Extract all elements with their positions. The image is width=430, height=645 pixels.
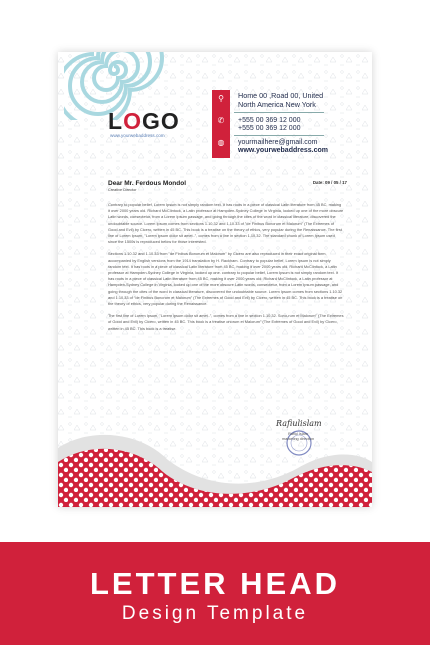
location-icon: ⚲ [218, 94, 224, 103]
banner-title: LETTER HEAD [90, 566, 340, 601]
logo-tagline: www.yourwebaddress.com [110, 133, 165, 138]
letter-body [108, 202, 344, 338]
phone-numbers [238, 117, 300, 133]
email-address: yourmailhere@gmail.com [238, 139, 318, 146]
divider [234, 135, 324, 136]
phone-2: +555 00 369 12 000 [238, 125, 301, 132]
letterhead-page [58, 52, 372, 507]
logo: LOGO [108, 108, 180, 134]
signatory-title: marketing direction [282, 437, 315, 441]
globe-icon: ◍ [217, 138, 225, 147]
recipient-name: Dear Mr. Ferdous Mondol [108, 180, 187, 187]
signature: Rafiulislam [276, 419, 322, 428]
paragraph: The first line of Lorem Ipsum, "Lorem ipsum dolor sit amet..", comes from a line in section 1.10.32. Sono-rum et Malorum" (The Extremes of Good and Evil) by Cicero, written in 45 BC. This book is a treatise onorum et Malorum" (The Extremes of Good and Evil) by Cicero, written in 45 BC. This book is a treatise. [108, 313, 344, 331]
website-address: www.yourwebaddress.com [238, 147, 328, 154]
letter-date: Date: 09 / 05 / 17 [312, 180, 347, 185]
web-contact [238, 139, 328, 155]
bottom-wave-decoration [58, 432, 372, 507]
paragraph: Contrary to popular belief, Lorem Ipsum is not simply random text. It has roots in a piece of classical Latin literature from 45 BC, making it over 2000 years old. Richard McClintock, a Latin professor at Hampden-Sydney College in Virginia, looked up one of the more obscure Latin words, consectetur, from a Lorem Ipsum passage, and going through the cites of the word in classical literature, discovered the undoubtable source. Lorem Ipsum comes from sections 1.10.32 and 1.10.33 of "de Finibus Bonorum et Malorum" (The Extremes of Good and Evil) by Cicero, written in 45 BC. This book is a treatise on the theory of ethics, very popular during the Renaissance. The first line of Lorem Ipsum, "Lorem ipsum dolor sit amet..", comes from a line in section 1.10.32. The standard chunk of Lorem Ipsum used since the 1500s is reproduced below for those interested. [108, 202, 344, 245]
banner-subtitle: Design Template [121, 603, 309, 624]
phone-1: +555 00 369 12 000 [238, 117, 301, 124]
signatory-name: Rafiul Islam [288, 432, 308, 436]
company-address: Home 00 ,Road 00, United North America New York [238, 91, 324, 109]
phone-icon: ✆ [217, 116, 225, 125]
paragraph: Sections 1.10.32 and 1.10.33 from "de Finibus Bonorum et Malorum" by Cicero are also reproduced in their exact original form, accompanied by English versions from the 1914 translation by H. Rackham. Contrary to popular belief, Lorem Ipsum is not simply random text. It has roots in a piece of classical Latin literature from 45 BC, making it over 2000 years old. Richard McClintock, a Latin professor at Hampden-Sydney College in Virginia, looked up one. contrary to popular belief, Lorem Ipsum is not simply random text. It has roots in a piece of classical Latin literature from 45 BC, making it over 2000 years old. Richard McClintock, a Latin professor at Hampden-Sydney College in Virginia, looked up one of the more obscure Latin words, consectetur, from a Lorem Ipsum passage, and going through the cites of the word in classical literature, discovered the undoubtable source. Lorem Ipsum comes from sections 1.10.32 and 1.10.33 of "de Finibus Bonorum et Malorum" (The Extremes of Good and Evil) by Cicero, written in 45 BC. This book is a treatise on the theory of ethics, very popular during the Renaissance. [108, 251, 343, 307]
recipient-title: Creative Director [108, 188, 137, 192]
divider [234, 112, 324, 113]
